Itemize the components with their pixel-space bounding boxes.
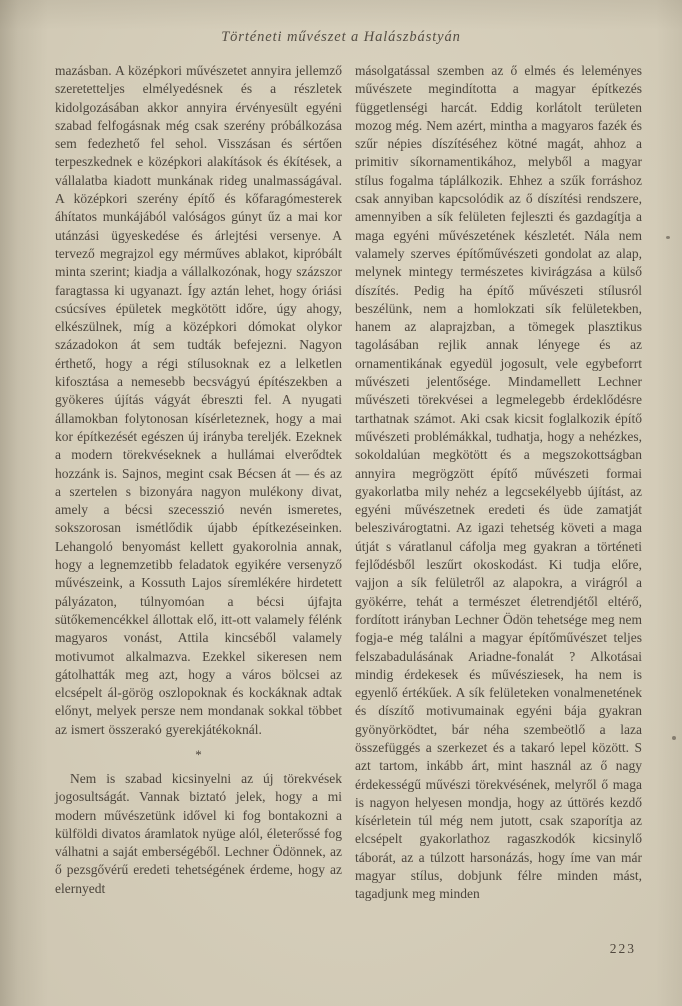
- scan-artifact: [672, 736, 676, 740]
- paragraph: Nem is szabad kicsinyelni az új törekvések jogosultságát. Vannak biztató jelek, hogy a mi modern művészetünk idővel ki fog bontakozni a külföldi divatos áramlatok nyüge alól, életerőssé fog válhatni a saját emberségéből. Lechner Ödönnek, az ő pezsgővérű eredeti tehetségének érdeme, hogy az elernyedt: [55, 770, 342, 896]
- text-columns: [0, 62, 682, 904]
- paragraph: mazásban. A középkori művészetet annyira jellemző szeretetteljes elmélyedésnek és a részletek kidolgozásában akkor annyira érvényesült egyéni szabad felfogásnak még csak szerény próbálkozása sem fedezhető fel sehol. Visszásan és sértően terpeszkednek e középkori alakítások és ékítések, a vállalatba kiadott munkának rideg unalmasságával. A középkori szerény építő és kőfaragómesterek áhítatos munkájából valóságos gúnyt űz a mai kor utánzási ügyeskedése és árlejtési versenye. A tervező megrajzol egy mérműves ablakot, kipróbált minta szerint; kiadja a vállalkozónak, hogy százszor faragtassa ki ugyanazt. Így aztán lehet, hogy óriási csúcsíves épületek megkötött időre, úgy ahogy, elkészülnek, míg a középkori dómokat olykor századokon át sem tudták befejezni. Nagyon érthető, hogy a régi stílusoknak ez a lelketlen kifosztása a nemesebb becsvágyú építészekben a gyökeres újítás vágyát ébreszti fel. A nyugati államokban folytonosan kísérleteznek, hogy a mai kor építkezését egészen új irányba tereljék. Ezeknek a modern törekvéseknek a hullámai elverődtek hozzánk is. Sajnos, megint csak Bécsen át — és az a szertelen s bizonyára nagyon mulékony divat, amely a bécsi szecesszió nevén ismeretes, sokszorosan ismétlődik újabb építkezéseinken. Lehangoló benyomást kellett gyakorolnia annak, hogy a legnemzetibb feladatok egyikére versenyző művészeink, a Kossuth Lajos síremlékére hirdetett pályázaton, túlnyomóan a bécsi újfajta sütőkemencékkel állottak elő, itt-ott valamely félénk magyaros vonást, Attila kincséből valamely motivumot alkalmazva. Ezekkel sikeresen nem gátolhatták meg azt, hogy a város bölcsei az elcsépelt ál-görög oszlopoknak és kockáknak adtak előnyt, melyek persze nem mondanak sokkal többet az ismert összerakó gyerekjátékoknál.: [55, 63, 342, 737]
- scan-artifact: [666, 236, 670, 239]
- right-column: [355, 62, 642, 904]
- page-number: 223: [609, 941, 636, 956]
- section-separator: *: [195, 746, 202, 762]
- running-header: Történeti művészet a Halászbástyán: [221, 29, 461, 45]
- paragraph: másolgatással szemben az ő elmés és leleményes művészete megindította a magyar építkezés függetlenségi harcát. Eddig korlátolt területen mozog még. Nem azért, mintha a magyaros fazék és szűr népies díszítéséhez kötné magát, ahhoz a primitiv síkornamentikához, melyből a magyar stílus fogalma táplálkozik. Ehhez a szűk forráshoz csak annyiban kapcsolódik az ő díszítési rendszere, amennyiben a sík felületen fejleszti és gazdagítja a maga egyéni művészetének készletét. Nála nem valamely szerves építőművészeti gondolat az alap, melynek mintegy természetes kivirágzása a külső díszítés. Pedig ha építő művészeti stílusról beszélünk, nem a homlokzati sík felületekben, hanem az alaprajzban, a tömegek plasztikus tagolásában rejlik annak lényege és az ornamentikának egyedül jogosult, vele egybeforrt művészeti jelentősége. Mindamellett Lechner művészeti törekvései a legmelegebb érdeklődésre tarthatnak számot. Aki csak kicsit foglalkozik építő művészeti problémákkal, tudhatja, hogy a nehézkes, sokoldalúan megkötött és a megszokottságban annyira megrögzött építő művészeti formai gyakorlatba mily nehéz a legcsekélyebb újítást, az egyéni művészetnek eredeti és üde zamatját beleszivárogtatni. Az igazi tehetség követi a maga útját s váratlanul cáfolja meg gyakran a történeti fejlődésből leszűrt okoskodást. Ki tudja előre, vajjon a sík felületről az alapokra, a virágról a gyökérre, tehát a természet életrendjétől eltérő, fordított irányban Lechner Ödön tehetsége meg nem fogja-e még találni a magyar építőművészet teljes felszabadulásának Ariadne-fonalát ? Alkotásai mindig érdekesek és művésziesek, ha nem is egyenlő értékűek. A sík felületeken vonalmenetének és díszítő motivumainak egyéni bája gyakran gyönyörködtet, bár néha szembeötlő a laza összefüggés a szerkezet és a takaró lepel között. S azt tartom, inkább árt, mint használ az ő nagy érdekességű művészi törekvésének, melyről ő maga is nagyon helyesen mondja, hogy az úttörés kezdő kísérletein túl még nem jutott, csak szaporítja az elcsépelt gyakorlathoz ragaszkodók kicsinylő táborát, az a túlzott harsonázás, hogy íme van már magyar stílus, dobjunk félre minden mást, tagadjunk meg minden: [355, 63, 642, 902]
- left-column: [55, 62, 342, 904]
